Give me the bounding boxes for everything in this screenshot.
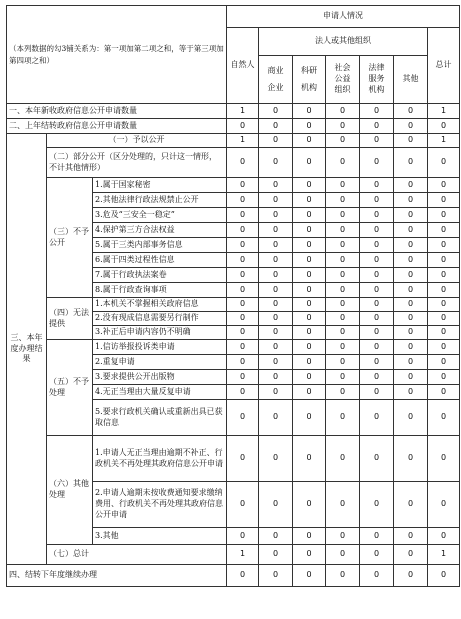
item-label: 2.没有现成信息需要另行制作 [93,312,227,326]
value-cell: 0 [259,283,293,298]
value-cell: 1 [428,134,460,148]
value-cell: 0 [259,298,293,312]
value-cell: 0 [326,208,360,223]
value-cell: 0 [326,253,360,268]
value-cell: 0 [227,482,259,528]
value-cell: 0 [326,326,360,340]
item-label: 5.要求行政机关确认或重新出具已获取信息 [93,400,227,436]
value-cell: 0 [360,223,394,238]
value-cell: 0 [259,238,293,253]
value-cell: 0 [394,104,428,119]
value-cell: 0 [326,283,360,298]
org-header-line: 法律 [368,63,385,73]
group-label-partial-open: （二）部分公开（区分处理的，只计这一情形，不计其他情形） [47,148,227,178]
item-label: 8.属于行政查询事项 [93,283,227,298]
value-cell: 0 [259,355,293,370]
value-cell: 0 [326,238,360,253]
value-cell: 0 [428,148,460,178]
value-cell: 0 [428,223,460,238]
group-label-total: （七）总计 [47,545,227,565]
item-label: 4.无正当理由大量反复申请 [93,385,227,400]
value-cell: 0 [360,283,394,298]
value-cell: 0 [428,482,460,528]
group-label-unable-provide: （四）无法提供 [47,298,93,340]
value-cell: 0 [227,436,259,482]
table-row [7,134,460,148]
value-cell: 0 [394,253,428,268]
value-cell: 0 [360,355,394,370]
value-cell: 0 [394,385,428,400]
value-cell: 0 [360,134,394,148]
value-cell: 0 [394,283,428,298]
value-cell: 0 [293,565,326,587]
value-cell: 0 [428,253,460,268]
value-cell: 0 [428,528,460,545]
value-cell: 0 [293,208,326,223]
value-cell: 0 [326,312,360,326]
value-cell: 0 [394,528,428,545]
value-cell: 0 [326,545,360,565]
org-header-line: 科研 [301,65,317,75]
value-cell: 0 [326,565,360,587]
item-label: 3.要求提供公开出版物 [93,370,227,385]
value-cell: 1 [227,104,259,119]
value-cell: 0 [227,208,259,223]
value-cell: 0 [360,545,394,565]
item-label: 3.补正后申请内容仍不明确 [93,326,227,340]
group-label-other-processing: （六）其他处理 [47,436,93,545]
item-label: 1.信访举报投诉类申请 [93,340,227,355]
table-row [7,119,460,134]
value-cell: 0 [227,119,259,134]
value-cell: 0 [428,119,460,134]
value-cell: 0 [360,436,394,482]
group-label-open: （一）予以公开 [47,134,227,148]
value-cell: 0 [360,385,394,400]
value-cell: 0 [428,208,460,223]
value-cell: 0 [227,268,259,283]
value-cell: 0 [227,253,259,268]
value-cell: 0 [259,119,293,134]
org-header-research [293,56,326,104]
value-cell: 0 [394,148,428,178]
value-cell: 0 [394,193,428,208]
value-cell: 0 [394,134,428,148]
table-row [7,148,460,178]
value-cell: 0 [326,385,360,400]
group-label-not-processed: （五）不予处理 [47,340,93,436]
value-cell: 0 [326,298,360,312]
value-cell: 0 [428,565,460,587]
value-cell: 0 [428,370,460,385]
total-header: 总计 [428,28,460,104]
value-cell: 0 [360,268,394,283]
value-cell: 0 [394,178,428,193]
table-row [7,436,460,482]
value-cell: 0 [428,298,460,312]
table-row [7,565,460,587]
value-cell: 0 [293,134,326,148]
value-cell: 0 [360,193,394,208]
item-label: 1.属于国家秘密 [93,178,227,193]
value-cell: 0 [428,436,460,482]
table-row [7,104,460,119]
value-cell: 0 [259,148,293,178]
value-cell: 0 [360,298,394,312]
value-cell: 0 [360,178,394,193]
item-label: 5.属于三类内部事务信息 [93,238,227,253]
row-label-carry-forward: 四、结转下年度继续办理 [7,565,227,587]
item-label: 2.重复申请 [93,355,227,370]
value-cell: 0 [326,436,360,482]
table-row [7,340,460,355]
value-cell: 0 [259,223,293,238]
value-cell: 0 [227,528,259,545]
value-cell: 0 [293,104,326,119]
value-cell: 0 [227,283,259,298]
item-label: 7.属于行政执法案卷 [93,268,227,283]
value-cell: 0 [394,312,428,326]
value-cell: 0 [326,268,360,283]
org-header-line: 企业 [267,82,284,92]
group-label-not-open: （三）不予公开 [47,178,93,298]
value-cell: 0 [360,340,394,355]
value-cell: 0 [428,385,460,400]
table-note: （本列数据的勾3铺关系为：第一项加第二项之和，等于第三项加第四项之和） [7,6,227,104]
value-cell: 0 [360,370,394,385]
value-cell: 0 [428,193,460,208]
value-cell: 0 [293,268,326,283]
value-cell: 0 [293,370,326,385]
item-label: 3.其他 [93,528,227,545]
value-cell: 0 [428,178,460,193]
value-cell: 0 [428,400,460,436]
value-cell: 0 [259,436,293,482]
value-cell: 0 [227,312,259,326]
value-cell: 0 [326,400,360,436]
value-cell: 1 [227,545,259,565]
value-cell: 0 [293,340,326,355]
value-cell: 0 [259,528,293,545]
value-cell: 0 [326,355,360,370]
value-cell: 0 [227,193,259,208]
value-cell: 0 [259,312,293,326]
value-cell: 0 [360,400,394,436]
row-label-carried-over: 二、上年结转政府信息公开申请数量 [7,119,227,134]
value-cell: 0 [326,148,360,178]
item-label: 6.属于四类过程性信息 [93,253,227,268]
value-cell: 0 [394,326,428,340]
value-cell: 0 [326,370,360,385]
value-cell: 0 [293,253,326,268]
value-cell: 0 [293,283,326,298]
item-label: 4.保护第三方合法权益 [93,223,227,238]
value-cell: 0 [259,340,293,355]
value-cell: 0 [394,565,428,587]
value-cell: 0 [326,482,360,528]
value-cell: 0 [326,223,360,238]
value-cell: 0 [360,104,394,119]
value-cell: 0 [227,370,259,385]
section-label-results: 三、本年度办理结果 [7,134,47,565]
value-cell: 0 [360,565,394,587]
value-cell: 0 [293,119,326,134]
value-cell: 0 [394,545,428,565]
value-cell: 0 [293,355,326,370]
value-cell: 0 [227,355,259,370]
row-label-new-applications: 一、本年新收政府信息公开申请数量 [7,104,227,119]
value-cell: 0 [394,119,428,134]
value-cell: 0 [259,193,293,208]
value-cell: 0 [394,436,428,482]
value-cell: 0 [259,134,293,148]
value-cell: 0 [259,545,293,565]
item-label: 1.申请人无正当理由逾期不补正、行政机关不再处理其政府信息公开申请 [93,436,227,482]
value-cell: 0 [326,178,360,193]
value-cell: 0 [227,178,259,193]
value-cell: 0 [259,326,293,340]
value-cell: 0 [360,312,394,326]
value-cell: 0 [227,148,259,178]
legal-group-header: 法人或其他组织 [259,28,428,56]
value-cell: 0 [293,326,326,340]
value-cell: 0 [326,119,360,134]
item-label: 1.本机关不掌握相关政府信息 [93,298,227,312]
value-cell: 0 [394,208,428,223]
value-cell: 0 [227,223,259,238]
value-cell: 0 [227,565,259,587]
value-cell: 0 [326,528,360,545]
item-label: 2.其他法律行政法规禁止公开 [93,193,227,208]
value-cell: 0 [428,268,460,283]
value-cell: 1 [227,134,259,148]
value-cell: 0 [227,400,259,436]
value-cell: 0 [326,193,360,208]
value-cell: 0 [293,223,326,238]
org-header-line: 商业 [267,65,284,75]
value-cell: 0 [428,355,460,370]
table-row [7,545,460,565]
value-cell: 0 [293,312,326,326]
value-cell: 0 [259,178,293,193]
value-cell: 0 [259,385,293,400]
value-cell: 0 [360,148,394,178]
value-cell: 0 [293,148,326,178]
value-cell: 0 [293,528,326,545]
value-cell: 0 [326,340,360,355]
org-header-other [394,56,428,104]
item-label: 3.危及“三安全一稳定” [93,208,227,223]
value-cell: 0 [293,482,326,528]
item-label: 2.申请人逾期未按收费通知要求缴纳费用、行政机关不再处理其政府信息公开申请 [93,482,227,528]
value-cell: 0 [227,326,259,340]
org-header-line: 服务 [368,74,385,84]
value-cell: 0 [293,238,326,253]
value-cell: 0 [293,436,326,482]
value-cell: 0 [259,208,293,223]
org-header-legal-service [360,56,394,104]
value-cell: 0 [259,482,293,528]
value-cell: 0 [326,104,360,119]
org-header-business [259,56,293,104]
value-cell: 0 [259,370,293,385]
value-cell: 0 [360,208,394,223]
org-header-line: 机构 [368,84,385,94]
org-header-line: 组织 [334,84,351,94]
value-cell: 0 [394,482,428,528]
value-cell: 0 [227,340,259,355]
value-cell: 0 [428,326,460,340]
value-cell: 0 [293,178,326,193]
value-cell: 0 [326,134,360,148]
table-row [7,298,460,312]
org-header-line: 社会 [334,63,351,73]
natural-person-header: 自然人 [227,28,259,104]
value-cell: 0 [360,326,394,340]
value-cell: 0 [227,238,259,253]
value-cell: 0 [259,104,293,119]
disclosure-statistics-table [6,5,460,587]
value-cell: 0 [293,400,326,436]
value-cell: 0 [360,482,394,528]
value-cell: 0 [394,340,428,355]
value-cell: 0 [293,545,326,565]
table-row [7,178,460,193]
org-header-line: 公益 [334,74,351,84]
value-cell: 0 [394,400,428,436]
value-cell: 0 [428,340,460,355]
value-cell: 0 [259,268,293,283]
value-cell: 0 [259,565,293,587]
value-cell: 0 [293,385,326,400]
value-cell: 0 [259,400,293,436]
value-cell: 1 [428,104,460,119]
org-header-line: 其他 [402,74,419,84]
value-cell: 0 [428,312,460,326]
org-header-public-welfare [326,56,360,104]
value-cell: 0 [293,193,326,208]
value-cell: 0 [394,268,428,283]
value-cell: 0 [360,528,394,545]
org-header-line: 机构 [301,82,317,92]
value-cell: 0 [360,253,394,268]
value-cell: 0 [428,283,460,298]
value-cell: 0 [394,238,428,253]
value-cell: 0 [394,355,428,370]
value-cell: 0 [293,298,326,312]
value-cell: 0 [360,119,394,134]
value-cell: 1 [428,545,460,565]
value-cell: 0 [259,253,293,268]
value-cell: 0 [394,370,428,385]
value-cell: 0 [227,298,259,312]
value-cell: 0 [394,223,428,238]
value-cell: 0 [227,385,259,400]
value-cell: 0 [428,238,460,253]
value-cell: 0 [394,298,428,312]
value-cell: 0 [360,238,394,253]
applicant-info-header: 申请人情况 [227,6,460,28]
